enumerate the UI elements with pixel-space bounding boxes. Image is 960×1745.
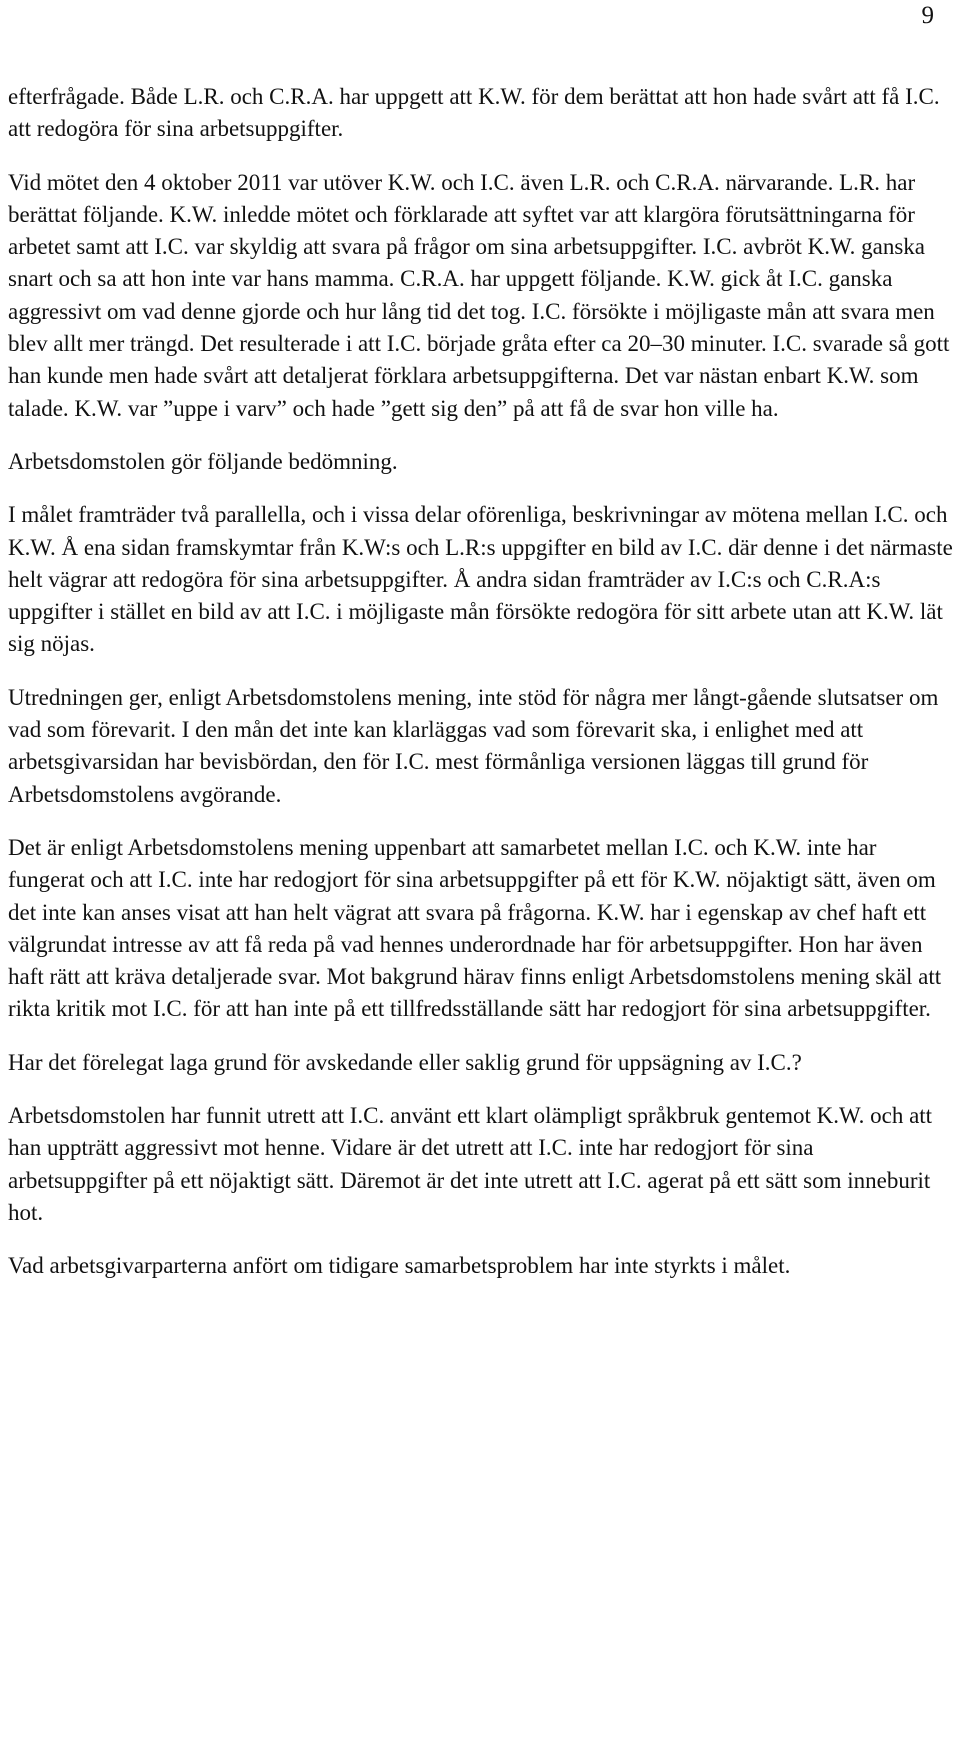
document-body	[8, 81, 958, 1304]
paragraph-meeting-account: Vid mötet den 4 oktober 2011 var utöver K.W. och I.C. även L.R. och C.R.A. närvarande. L.R. har berättat följande. K.W. inledde mötet och förklarade att syftet var att klargöra förutsättningarna för arbetet samt att I.C. var skyldig att svara på frågor om sina arbetsuppgifter. I.C. avbröt K.W. ganska snart och sa att hon inte var hans mamma. C.R.A. har uppgett följande. K.W. gick åt I.C. ganska aggressivt om vad denne gjorde och hur lång tid det tog. I.C. försökte i möjligaste mån att svara men blev allt mer trängd. Det resulterade i att I.C. började gråta efter ca 20–30 minuter. I.C. svarade så gott han kunde men hade svårt att detaljerat förklara arbetsuppgifterna. Det var nästan enbart K.W. som talade. K.W. var ”uppe i varv” och hade ”gett sig den” på att få de svar hon ville ha.	[8, 169, 950, 421]
paragraph-prior-problems: Vad arbetsgivarparterna anfört om tidigare samarbetsproblem har inte styrkts i målet.	[8, 1253, 791, 1279]
paragraph-evidence: Utredningen ger, enligt Arbetsdomstolens mening, inte stöd för några mer långt-gående slutsatser om vad som förevarit. I den mån det inte kan klarläggas vad som förevarit ska, i enlighet med att arbetsgivarsidan har bevisbördan, den för I.C. mest förmånliga versionen läggas till grund för Arbetsdomstolens avgörande.	[8, 684, 939, 807]
paragraph-cooperation: Det är enligt Arbetsdomstolens mening uppenbart att samarbetet mellan I.C. och K.W. inte har fungerat och att I.C. inte har redogjort för sina arbetsuppgifter på ett för K.W. nöjaktigt sätt, även om det inte kan anses visat att han helt vägrat att svara på frågorna. K.W. har i egenskap av chef haft ett välgrundat intresse av att få reda på vad hennes underordnade har för arbetsuppgifter. Hon har även haft rätt att kräva detaljerade svar. Mot bakgrund härav finns enligt Arbetsdomstolens mening skäl att rikta kritik mot I.C. för att han inte på ett tillfredsställande sätt har redogjort för sina arbetsuppgifter.	[8, 834, 942, 1022]
page-number: 9	[921, 2, 934, 29]
paragraph-continuation: efterfrågade. Både L.R. och C.R.A. har uppgett att K.W. för dem berättat att hon hade svårt att få I.C. att redogöra för sina arbetsuppgifter.	[8, 84, 940, 142]
paragraph-parallel-descriptions: I målet framträder två parallella, och i vissa delar oförenliga, beskrivningar av mötena mellan I.C. och K.W. Å ena sidan framskymtar från K.W:s och L.R:s uppgifter en bild av I.C. där denne i det närmaste helt vägrar att redogöra för sina arbetsuppgifter. Å andra sidan framträder av I.C:s och C.R.A:s uppgifter i stället en bild av att I.C. i möjligaste mån försökte redogöra för sitt arbete utan att K.W. lät sig nöjas.	[8, 502, 953, 657]
paragraph-findings: Arbetsdomstolen har funnit utrett att I.C. använt ett klart olämpligt språkbruk gentemot K.W. och att han uppträtt aggressivt mot henne. Vidare är det utrett att I.C. inte har redogjort för sina arbetsuppgifter på ett nöjaktigt sätt. Däremot är det inte utrett att I.C. agerat på ett sätt som inneburit hot.	[8, 1103, 933, 1225]
paragraph-assessment-intro: Arbetsdomstolen gör följande bedömning.	[8, 448, 398, 474]
paragraph-question-heading: Har det förelegat laga grund för avskedande eller saklig grund för uppsägning av I.C.?	[8, 1049, 802, 1075]
